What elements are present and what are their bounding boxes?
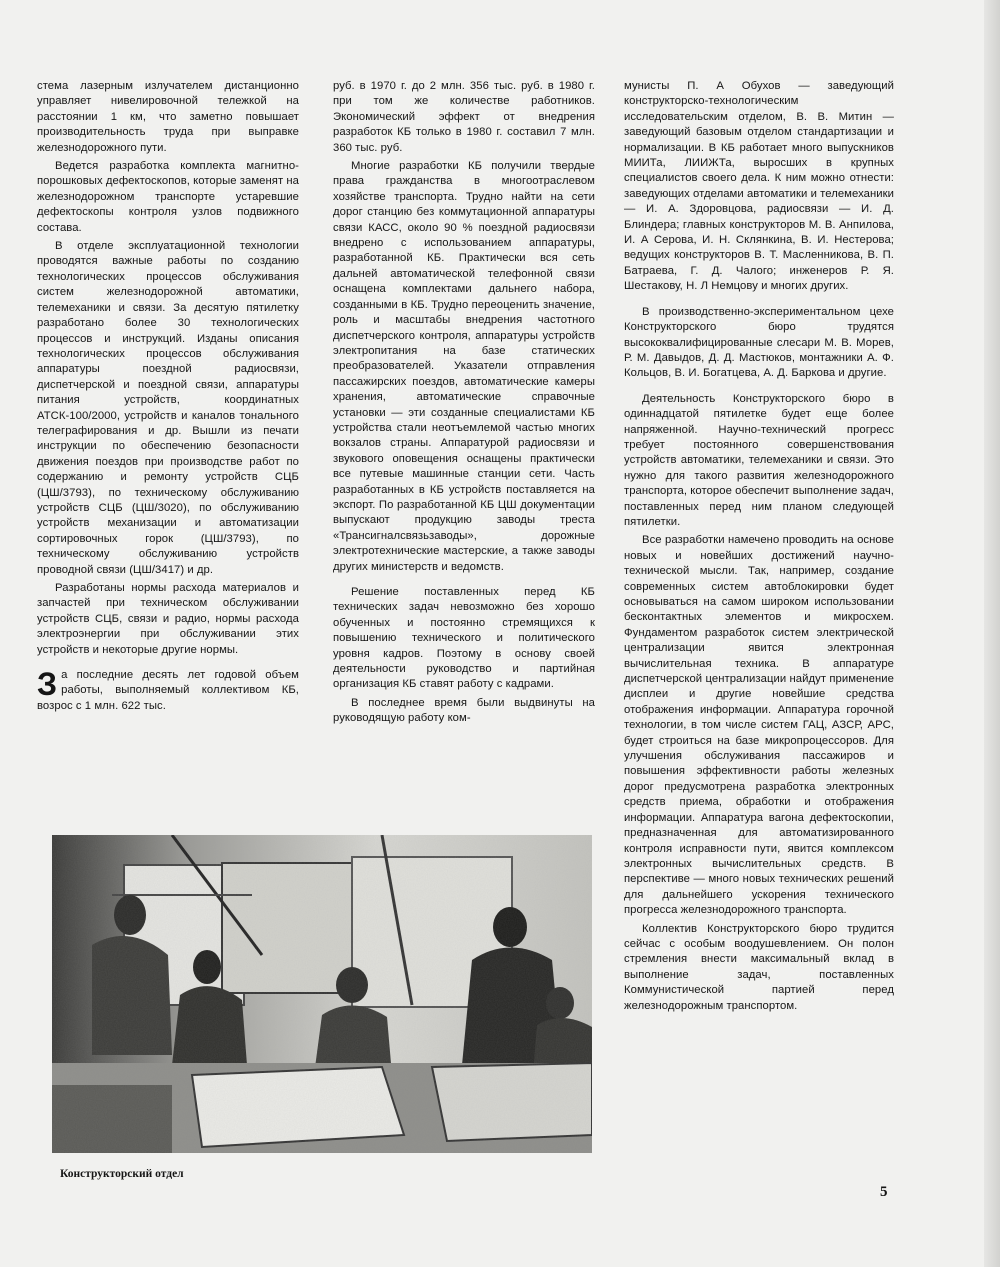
office-photo	[52, 835, 592, 1153]
paragraph-with-dropcap	[37, 668, 299, 714]
paragraph: В производственно-экспериментальном цехе Конструкторского бюро трудятся высококвалифицированные слесари М. В. Морев, Р. М. Давыдов, Д. Д. Мастюков, монтажники А. Ф. Кольцов, В. И. Богатцева, А. Д. Баркова и другие.	[624, 305, 894, 380]
paragraph: Решение поставленных перед КБ технических задач невозможно без хорошо обученных и постоянно стремящихся к повышению технического и политического уровня кадров. Поэтому в основу своей деятельности руководство и партийная организация КБ ставят работу с кадрами.	[333, 586, 595, 691]
page-number: 5	[880, 1184, 888, 1200]
paragraph-text: а последние десять лет годовой объем работы, выполняемый коллективом КБ, возрос с 1 млн. 622 тыс.	[37, 669, 299, 712]
page-edge-shadow	[984, 0, 1000, 1267]
paragraph: руб. в 1970 г. до 2 млн. 356 тыс. руб. в 1980 г. при том же количестве работников. Экономический эффект от внедрения разработок КБ только в 1980 г. составил 7 млн. 360 тыс. руб.	[333, 80, 595, 154]
photo-image	[52, 835, 592, 1153]
paragraph: мунисты П. А Обухов — заведующий конструкторско-технологическим исследовательским отделом, В. В. Митин — заведующий базовым отделом стандартизации и нормализации. В КБ работает много выпускников МИИТа, ЛИИЖТа, выросших в крупных специалистов своего дела. К ним можно отнести: заведующих отделами автоматики и телемеханики — И. А. Здоровцова, радиосвязи — И. Д. Блиндера; главных конструкторов М. В. Анпилова, И. А Серова, И. Н. Склянкина, В. И. Нестерова; ведущих конструкторов В. Т. Масленникова, В. П. Батраева, Г. Д. Чалого; инженеров Р. Я. Шестакову, Н. Л Немцову и многих других.	[624, 80, 894, 293]
paragraph: Многие разработки КБ получили твердые права гражданства в многоотраслевом хозяйстве транспорта. Трудно найти на сети дорог станцию без коммутационной аппаратуры связи КАСС, около 90 % поездной радиосвязи внедрено с использованием аппаратуры, разработанной КБ. Практически вся сеть дальней автоматической телефонной связи оснащена комплектами дальнего набора, созданными в КБ. Трудно переоценить значение, роль и масштабы внедрения частотного диспетчерского контроля, аппаратуры устройств электропитания на базе статических преобразователей. Указатели отправления пассажирских поездов, автоматические камеры хранения, автоматические справочные установки — эти созданные специалистами КБ устройства стали неотъемлемой частью многих вокзалов страны. Аппаратурой радиосвязи и звукового оповещения оснащены практически все путевые машинные станции сети. Часть разработанных в КБ устройств поставляется на экспорт. По разработанной КБ ЦШ документации выпускают продукцию заводы треста «Трансигналсвязьзаводы», дорожные электротехнические мастерские, а также заводы других министерств и ведомств.	[333, 160, 595, 573]
text-column-2	[333, 79, 595, 730]
paragraph: Коллектив Конструкторского бюро трудится сейчас с особым воодушевлением. Он полон стремления внести максимальный вклад в выполнение задач, поставленных Коммунистической партией перед железнодорожным транспортом.	[624, 922, 894, 1012]
paragraph: Деятельность Конструкторского бюро в одиннадцатой пятилетке будет еще более напряженной. Научно-технический прогресс требует постоянного совершенствования устройств автоматики, телемеханики и связи. Это нужно для такого развития железнодорожного транспорта, которое обеспечит выполнение задач, поставленных перед ним планом следующей пятилетки.	[624, 392, 894, 528]
paragraph: Ведется разработка комплекта магнитно-порошковых дефектоскопов, которые заменят на железнодорожном транспорте устаревшие дефектоскопы контроля узлов подвижного состава.	[37, 160, 299, 234]
paragraph: Разработаны нормы расхода материалов и запчастей при техническом обслуживании устройств СЦБ, связи и радио, нормы расхода электроэнергии при обслуживании этих устройств и некоторые другие нормы.	[37, 582, 299, 656]
paragraph: стема лазерным излучателем дистанционно управляет нивелировочной тележкой на расстоянии 1 км, что заметно повышает производительность труда при выправке железнодорожного пути.	[37, 80, 299, 154]
text-column-3	[624, 79, 894, 1017]
text-column-1	[37, 79, 299, 717]
photo-caption: Конструкторский отдел	[60, 1168, 184, 1180]
paragraph: Все разработки намечено проводить на основе новых и новейших достижений научно-технической мысли. Так, например, создание современных систем автоблокировки будет основываться на самом широком использовании бесконтактных элементов и микросхем. Фундаментом разработок систем электрической централизации явится электронная вычислительная техника. В аппаратуре диспетчерской централизации найдут применение дисплеи и другие новейшие средства отображения информации. Аппаратура горочной технологии, в том числе систем ГАЦ, АЗСР, АРС, будет строиться на базе микропроцессоров. Для улучшения обслуживания пассажиров и повышения эффективности работы железных дорог предусмотрена разработка электронных средств приема, обработки и отображения информации. Аппаратура вагона дефектоскопии, предназначенная для автоматизированного контроля исправности пути, явится комплексом электронных вычислительных средств. В перспективе — много новых технических решений для дальнейшего ускорения технического прогресса железнодорожного транспорта.	[624, 534, 894, 917]
paragraph: В отделе эксплуатационной технологии проводятся важные работы по созданию технологических процессов обслуживания систем железнодорожной автоматики, телемеханики и связи. За десятую пятилетку разработано более 30 технологических процессов и инструкций. Изданы описания технологических процессов обслуживания аппаратуры поездной радиосвязи, диспетчерской и поездной связи, аппаратуры питания устройств, координатных АТСК-100/2000, устройств и каналов тонального телеграфирования и др. Вышли из печати инструкции по обеспечению безопасности движения поездов при производстве работ по содержанию и ремонту устройств СЦБ (ЦШ/3793), по техническому обслуживанию устройств СЦБ (ЦШ/3020), по обслуживанию устройств механизации и автоматизации сортировочных горок (ЦШ/3793), по техническому обслуживанию устройств проводной связи (ЦШ/3417) и др.	[37, 240, 299, 576]
dropcap: З	[37, 666, 58, 703]
paragraph: В последнее время были выдвинуты на руководящую работу ком-	[333, 696, 595, 725]
